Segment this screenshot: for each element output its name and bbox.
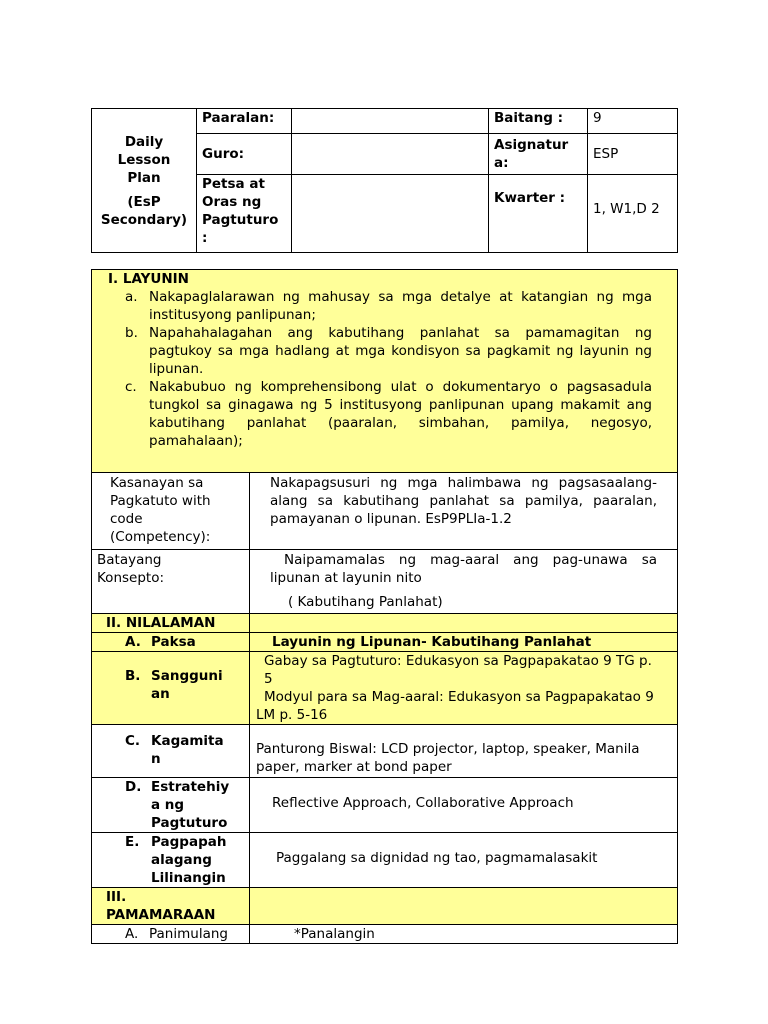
petsa-value [292,175,489,253]
paaralan-label: Paaralan: [197,109,292,134]
layunin-item-a: a. Nakapaglalarawan ng mahusay sa mga detalye at katangian ng mga institusyong panlipunan; [125,289,652,323]
sanggunian-label-cell [92,652,250,725]
layunin-item-c: c. Nakabubuo ng komprehensibong ulat o dokumentaryo o pagsasadula tungkol sa ginagawa ng 5 institusyong panlipunan upang makamit ang kabutihang panlahat (paaralan, simbahan, pamilya, negosyo, pamahalaan); [125,379,652,449]
pamamaraan-heading-filler [250,888,678,925]
layunin-item-b: b. Napahahalagahan ang kabutihang panlahat sa pamamagitan ng pagtukoy sa mga hadlang at mga kondisyon sa pagkamit ng layunin ng lipunan. [125,325,652,377]
estratehiya-label: D. Estratehiy a ng Pagtuturo [125,779,230,831]
paksa-label: A. Paksa [125,634,196,650]
pamamaraan-heading: III. PAMAMARAAN [92,888,250,925]
paaralan-value [292,109,489,134]
kwarter-label: Kwarter : [489,175,588,253]
panimulang-label-cell [92,925,250,944]
lesson-plan-header-table [91,108,678,253]
guro-value [292,134,489,175]
sanggunian-value-2: Modyul para sa Mag-aaral: Edukasyon sa Pagpapakatao 9 LM p. 5-16 [256,689,654,723]
batayang-note: ( Kabutihang Panlahat) [288,594,443,610]
kagamitan-value: Panturong Biswal: LCD projector, laptop, speaker, Manila paper, marker at bond paper [250,725,678,778]
kagamitan-label-cell [92,725,250,778]
baitang-value: 9 [588,109,678,134]
pagpapahalaga-value: Paggalang sa dignidad ng tao, pagmamalasakit [250,833,678,888]
plan-title-cell [92,109,197,253]
guro-label: Guro: [197,134,292,175]
batayang-label: Batayang Konsepto: [92,550,250,614]
panimulang-label: A. Panimulang [125,926,228,942]
plan-subtitle: (EsP Secondary) [100,193,188,228]
paksa-value: Layunin ng Lipunan- Kabutihang Panlahat [250,633,678,652]
layunin-heading: I. LAYUNIN [108,271,189,287]
layunin-section [92,270,678,473]
lesson-plan-body-table [91,269,678,944]
estratehiya-value: Reflective Approach, Collaborative Approach [250,778,678,833]
kagamitan-label: C. Kagamita n [125,733,224,767]
baitang-label: Baitang : [489,109,588,134]
estratehiya-label-cell [92,778,250,833]
sanggunian-value-1: Gabay sa Pagtuturo: Edukasyon sa Pagpapakatao 9 TG p. 5 [264,653,652,687]
batayang-value: Naipamamalas ng mag-aaral ang pag-unawa sa lipunan at layunin nito [270,552,657,586]
sanggunian-value-cell [250,652,678,725]
plan-title: Daily Lesson Plan [117,133,171,186]
kwarter-value: 1, W1,D 2 [588,175,678,253]
nilalaman-heading-filler [250,614,678,633]
batayang-value-cell [250,550,678,614]
pagpapahalaga-label: E. Pagpapah alagang Lilinangin [125,834,227,886]
paksa-label-cell [92,633,250,652]
kasanayan-value: Nakapagsusuri ng mga halimbawa ng pagsasaalang-alang sa kabutihang panlahat sa pamilya, paaralan, pamayanan o lipunan. EsP9PLIa-1.2 [250,473,678,550]
pagpapahalaga-label-cell [92,833,250,888]
nilalaman-heading: II. NILALAMAN [92,614,250,633]
asignatura-value: ESP [588,134,678,175]
asignatura-label: Asignatur a: [489,134,588,175]
petsa-label: Petsa at Oras ng Pagtuturo : [197,175,292,253]
sanggunian-label: B. Sangguni an [125,668,223,702]
kasanayan-label: Kasanayan sa Pagkatuto with code (Competency): [92,473,250,550]
panimulang-value: *Panalangin [250,925,678,944]
layunin-list [97,288,672,450]
